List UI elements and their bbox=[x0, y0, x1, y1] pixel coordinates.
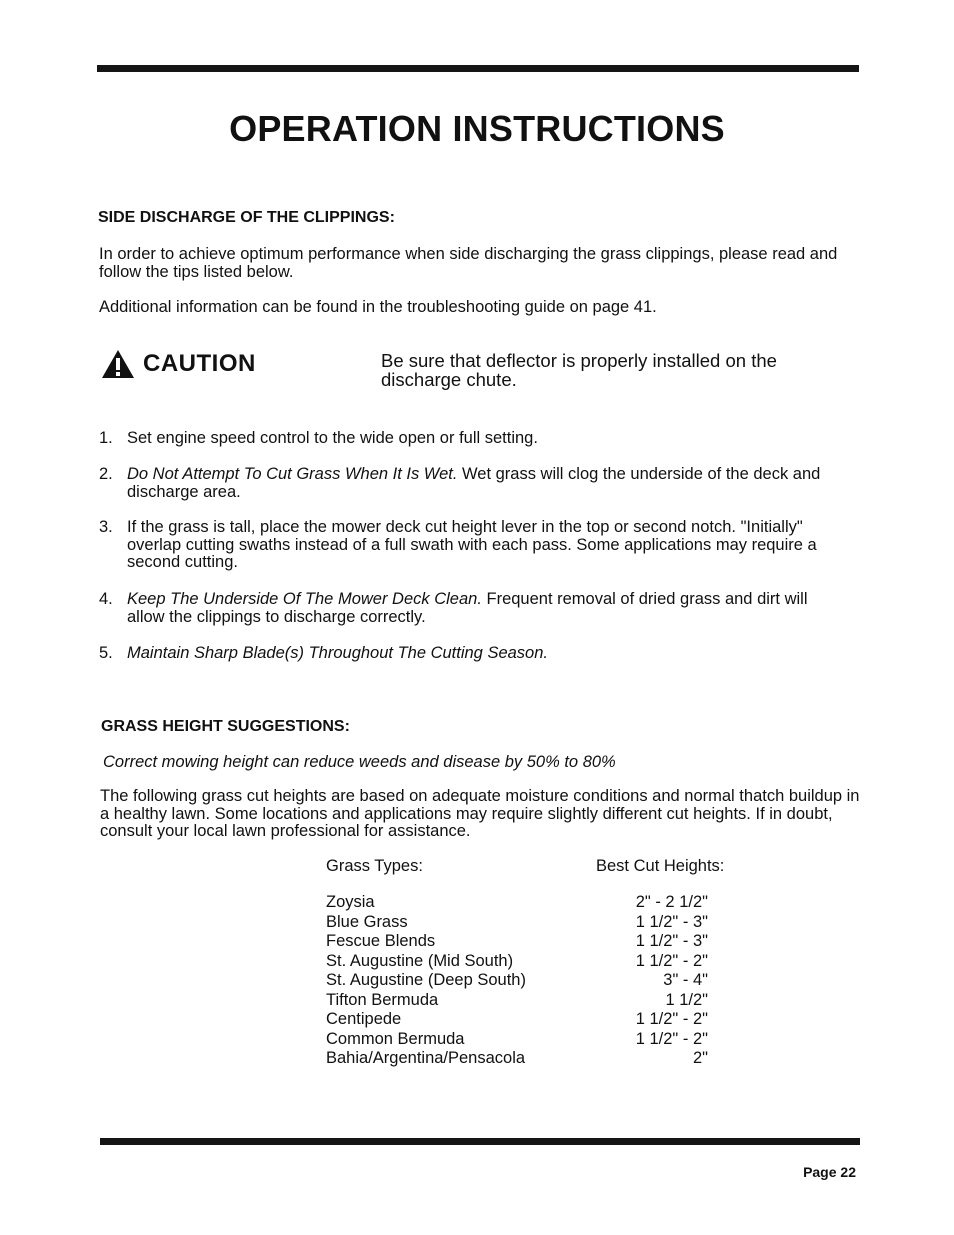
top-rule bbox=[97, 65, 859, 72]
cut-height: 1 1/2" - 2" bbox=[635, 1010, 708, 1028]
grass-type: Blue Grass bbox=[326, 912, 408, 931]
list-item bbox=[99, 430, 849, 448]
list-item-emphasis: Do Not Attempt To Cut Grass When It Is Wet. bbox=[127, 465, 458, 483]
grass-height-tagline: Correct mowing height can reduce weeds and disease by 50% to 80% bbox=[103, 753, 616, 771]
grass-height-intro: The following grass cut heights are based on adequate moisture conditions and normal thatch buildup in a healthy lawn. Some locations and applications may require slightly different cut heights. If in doubt, consult your local lawn professional for assistance. bbox=[100, 787, 860, 840]
grass-type: Zoysia bbox=[326, 893, 375, 911]
list-item-emphasis: Maintain Sharp Blade(s) Throughout The Cutting Season. bbox=[127, 644, 548, 662]
warning-triangle-icon bbox=[101, 349, 135, 379]
list-item-number: 4. bbox=[99, 590, 113, 608]
list-item bbox=[99, 519, 849, 572]
grass-type: St. Augustine (Deep South) bbox=[326, 971, 526, 989]
bottom-rule bbox=[100, 1138, 860, 1145]
list-item-text: Frequent removal of dried grass and dirt will allow the clippings to discharge correctly. bbox=[127, 590, 808, 626]
cut-height: 1 1/2" - 2" bbox=[635, 951, 708, 970]
table-row bbox=[326, 893, 708, 913]
list-item-emphasis: Keep The Underside Of The Mower Deck Clean. bbox=[127, 590, 482, 608]
cut-height: 1 1/2" bbox=[665, 990, 708, 1009]
caution-text: CAUTION bbox=[143, 350, 256, 377]
cut-height: 2" - 2 1/2" bbox=[635, 893, 708, 911]
table-row bbox=[326, 971, 708, 991]
cut-height: 1 1/2" - 3" bbox=[635, 932, 708, 950]
troubleshooting-note: Additional information can be found in the troubleshooting guide on page 41. bbox=[99, 298, 657, 316]
list-item-number: 2. bbox=[99, 465, 113, 483]
grass-type: St. Augustine (Mid South) bbox=[326, 951, 514, 970]
grass-height-heading: GRASS HEIGHT SUGGESTIONS: bbox=[101, 718, 350, 735]
list-item bbox=[99, 591, 849, 626]
grass-type: Common Bermuda bbox=[326, 1029, 465, 1048]
side-discharge-heading: SIDE DISCHARGE OF THE CLIPPINGS: bbox=[98, 209, 395, 226]
grass-type: Bahia/Argentina/Pensacola bbox=[326, 1049, 526, 1067]
caution-message: Be sure that deflector is properly installed on the discharge chute. bbox=[381, 350, 777, 390]
list-item-number: 3. bbox=[99, 518, 113, 536]
grass-type: Fescue Blends bbox=[326, 932, 436, 950]
cut-height: 1 1/2" - 2" bbox=[635, 1029, 708, 1048]
list-item-number: 1. bbox=[99, 429, 113, 447]
table-row bbox=[326, 1030, 708, 1050]
column-header-grass-types: Grass Types: bbox=[326, 857, 423, 875]
table-row bbox=[326, 952, 708, 972]
table-row bbox=[326, 1010, 708, 1030]
table-row bbox=[326, 991, 708, 1011]
table-row bbox=[326, 1049, 708, 1069]
cut-height: 3" - 4" bbox=[663, 971, 708, 989]
column-header-cut-heights: Best Cut Heights: bbox=[596, 857, 725, 875]
cut-height: 1 1/2" - 3" bbox=[635, 912, 708, 931]
cut-height: 2" bbox=[692, 1049, 708, 1067]
grass-type: Tifton Bermuda bbox=[326, 990, 439, 1009]
page-title: OPERATION INSTRUCTIONS bbox=[229, 108, 725, 149]
table-row bbox=[326, 913, 708, 933]
list-item-text: Set engine speed control to the wide open or full setting. bbox=[127, 429, 538, 447]
grass-type: Centipede bbox=[326, 1010, 402, 1028]
list-item-text: Wet grass will clog the underside of the deck and discharge area. bbox=[127, 465, 821, 501]
side-discharge-intro: In order to achieve optimum performance when side discharging the grass clippings, please read and follow the tips listed below. bbox=[99, 245, 838, 281]
list-item-text: If the grass is tall, place the mower deck cut height lever in the top or second notch. "Initially" overlap cutting swaths instead of a full swath with each pass. Some applications may require a second cutting. bbox=[127, 518, 817, 571]
list-item-number: 5. bbox=[99, 644, 113, 662]
list-item bbox=[99, 466, 849, 501]
table-row bbox=[326, 932, 708, 952]
caution-label bbox=[101, 349, 256, 379]
page-number: Page 22 bbox=[803, 1164, 856, 1180]
list-item bbox=[99, 645, 849, 663]
